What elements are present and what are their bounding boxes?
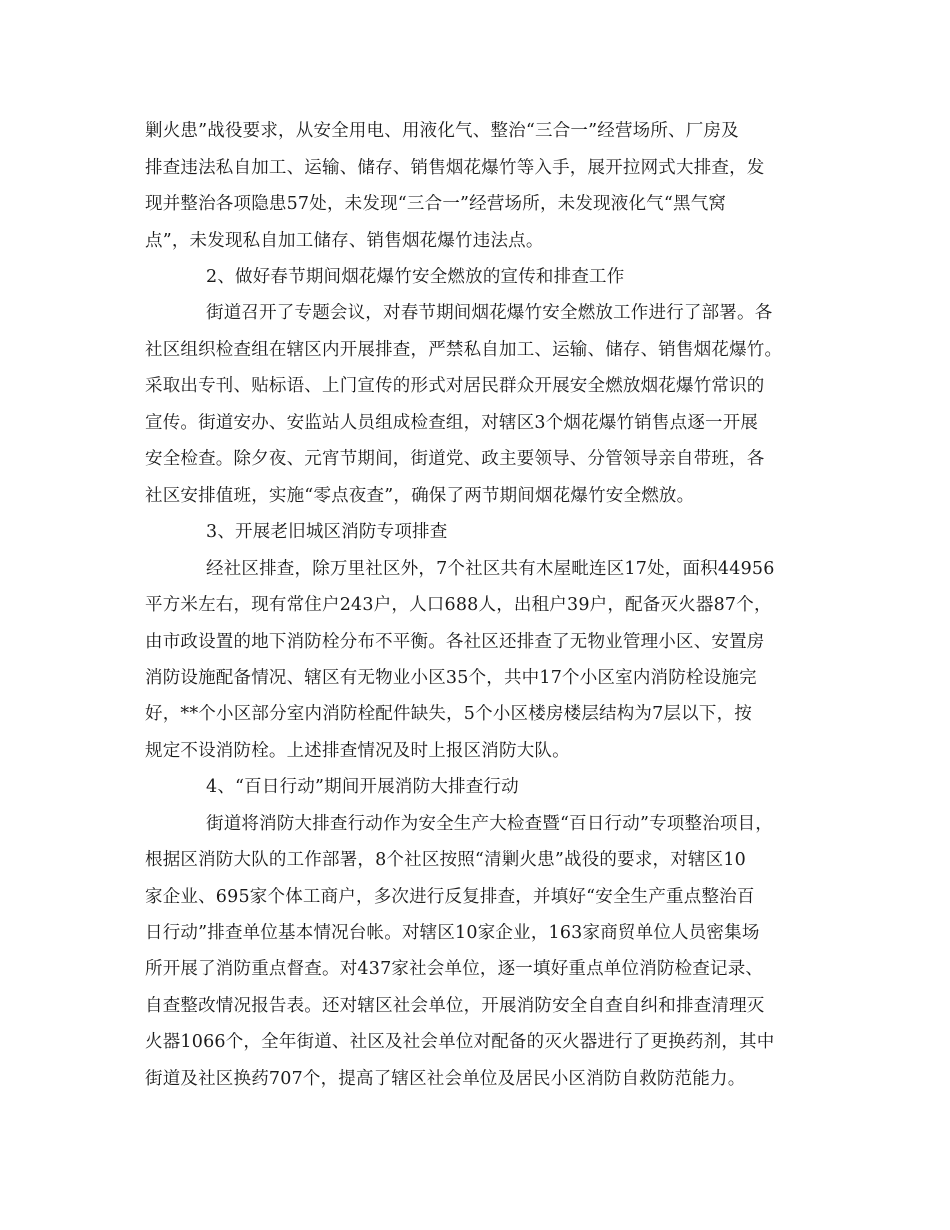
text-line: 点”，未发现私自加工储存、销售烟花爆竹违法点。 [145, 231, 544, 251]
text-line: 火器1066个，全年街道、社区及社会单位对配备的灭火器进行了更换药剂，其中 [145, 1032, 775, 1052]
text-line: 日行动”排查单位基本情况台帐。对辖区10家企业，163家商贸单位人员密集场 [145, 923, 760, 943]
text-line: 街道召开了专题会议，对春节期间烟花爆竹安全燃放工作进行了部署。各 [206, 303, 773, 323]
text-line: 规定不设消防栓。上述排查情况及时上报区消防大队。 [145, 741, 570, 761]
text-line: 自查整改情况报告表。还对辖区社会单位，开展消防安全自查自纠和排查清理灭 [145, 996, 765, 1016]
text-line: 采取出专刊、贴标语、上门宣传的形式对居民群众开展安全燃放烟花爆竹常识的 [145, 376, 765, 396]
text-line: 街道将消防大排查行动作为安全生产大检查暨“百日行动”专项整治项目， [206, 814, 773, 834]
section-heading: 3、开展老旧城区消防专项排查 [206, 522, 448, 542]
text-line: 由市政设置的地下消防栓分布不平衡。各社区还排查了无物业管理小区、安置房 [145, 632, 765, 652]
text-line: 家企业、695家个体工商户，多次进行反复排查，并填好“安全生产重点整治百 [145, 887, 755, 907]
text-line: 安全检查。除夕夜、元宵节期间，街道党、政主要领导、分管领导亲自带班，各 [145, 449, 765, 469]
section-heading: 4、“百日行动”期间开展消防大排查行动 [206, 777, 519, 797]
text-line: 平方米左右，现有常住户243户，人口688人，出租户39户，配备灭火器87个， [145, 595, 772, 615]
text-line: 街道及社区换药707个，提高了辖区社会单位及居民小区消防自救防范能力。 [145, 1069, 746, 1089]
text-line: 根据区消防大队的工作部署，8个社区按照“清剿火患”战役的要求，对辖区10 [145, 850, 746, 870]
text-line: 消防设施配备情况、辖区有无物业小区35个，共中17个小区室内消防栓设施完 [145, 668, 757, 688]
text-line: 社区安排值班，实施“零点夜查”，确保了两节期间烟花爆竹安全燃放。 [145, 486, 695, 506]
section-heading: 2、做好春节期间烟花爆竹安全燃放的宣传和排查工作 [206, 267, 625, 287]
text-line: 所开展了消防重点督查。对437家社会单位，逐一填好重点单位消防检查记录、 [145, 959, 764, 979]
text-line: 好，**个小区部分室内消防栓配件缺失，5个小区楼房楼层结构为7层以下，按 [145, 704, 752, 724]
text-line: 剿火患”战役要求，从安全用电、用液化气、整治“三合一”经营场所、厂房及 [145, 121, 739, 141]
text-line: 社区组织检查组在辖区内开展排查，严禁私自加工、运输、储存、销售烟花爆竹。 [145, 340, 783, 360]
text-line: 现并整治各项隐患57处，未发现“三合一”经营场所，未发现液化气“黑气窝 [145, 194, 727, 214]
text-line: 宣传。街道安办、安监站人员组成检查组，对辖区3个烟花爆竹销售点逐一开展 [145, 413, 759, 433]
text-line: 排查违法私自加工、运输、储存、销售烟花爆竹等入手，展开拉网式大排查，发 [145, 158, 765, 178]
text-line: 经社区排查，除万里社区外，7个社区共有木屋毗连区17处，面积44956 [206, 559, 775, 579]
